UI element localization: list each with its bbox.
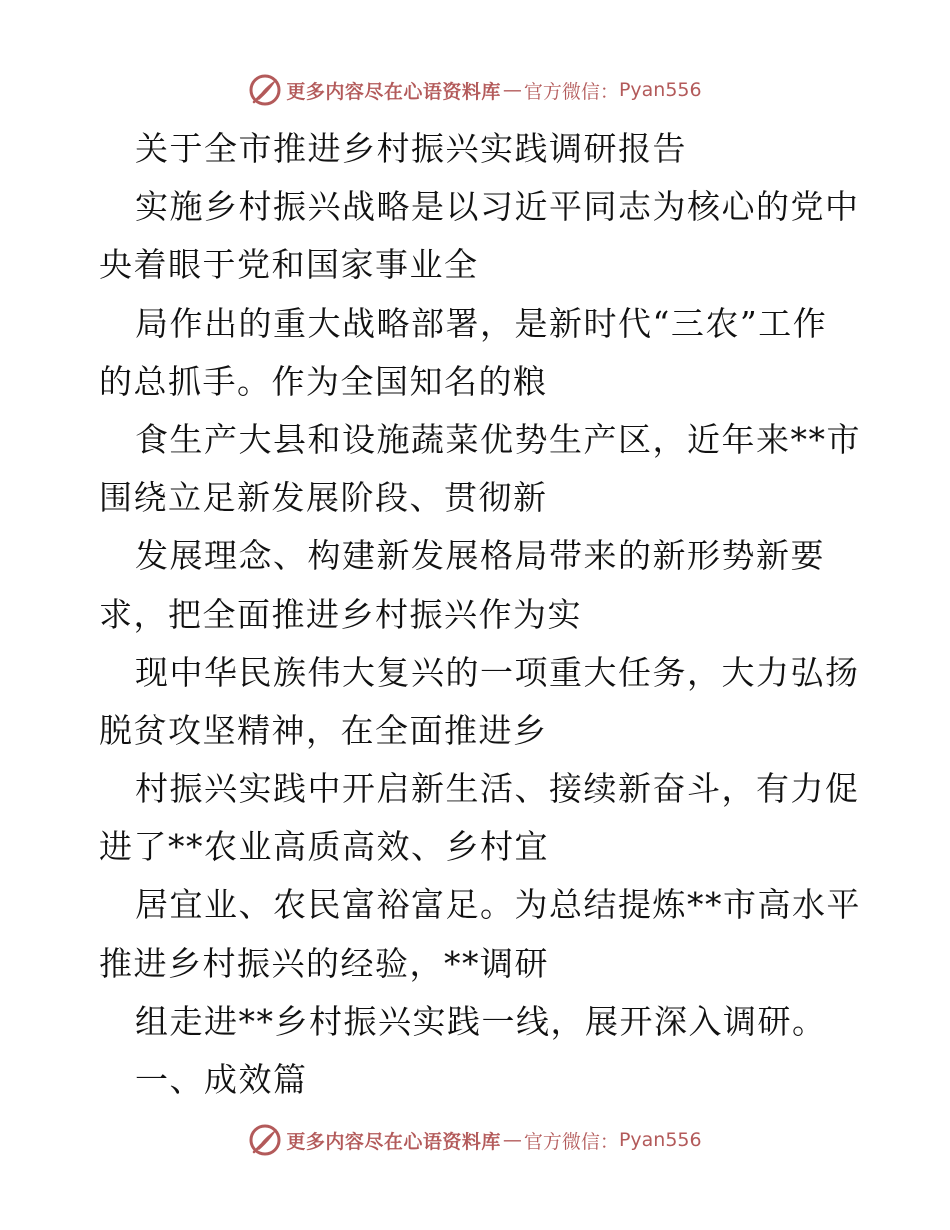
paragraph-line: 居宜业、农民富裕富足。为总结提炼**市高水平: [135, 885, 861, 925]
watermark-main-text: 更多内容尽在心语资料库: [286, 1130, 501, 1153]
document-title: 关于全市推进乡村振兴实践调研报告: [135, 129, 687, 168]
document-body: [99, 120, 859, 1109]
feather-pen-logo-icon: [248, 73, 282, 107]
watermark-separator: —: [502, 79, 522, 101]
watermark-sub-text: 官方微信：: [523, 1130, 619, 1153]
watermark-sub-text: 官方微信：: [523, 80, 619, 103]
paragraph-line: 的总抓手。作为全国知名的粮: [99, 361, 548, 401]
paragraph-line: 现中华民族伟大复兴的一项重大任务，大力弘扬: [135, 652, 860, 692]
feather-pen-logo-icon: [248, 1123, 282, 1157]
watermark-wechat-id: Pyan556: [618, 79, 702, 101]
paragraph-line: 村振兴实践中开启新生活、接续新奋斗，有力促: [135, 769, 860, 809]
paragraph-line: 食生产大县和设施蔬菜优势生产区，近年来**市: [135, 419, 861, 459]
paragraph-line: 央着眼于党和国家事业全: [99, 245, 479, 285]
watermark-main-text: 更多内容尽在心语资料库: [286, 80, 501, 103]
paragraph-line: 求，把全面推进乡村振兴作为实: [99, 594, 582, 634]
paragraph-line: 发展理念、构建新发展格局带来的新形势新要: [135, 536, 825, 576]
paragraph-line: 推进乡村振兴的经验，**调研: [99, 943, 549, 983]
paragraph-line: 组走进**乡村振兴实践一线，展开深入调研。: [135, 1001, 827, 1041]
section-heading: 一、成效篇: [135, 1060, 308, 1099]
footer-watermark: [0, 1120, 950, 1160]
paragraph-line: 实施乡村振兴战略是以习近平同志为核心的党中: [135, 187, 860, 227]
watermark-wechat-id: Pyan556: [618, 1129, 702, 1151]
watermark-separator: —: [502, 1129, 522, 1151]
paragraph-line: 脱贫攻坚精神，在全面推进乡: [99, 710, 548, 750]
header-watermark: [0, 70, 950, 110]
paragraph-line: 局作出的重大战略部署，是新时代“三农”工作: [135, 303, 828, 343]
paragraph-line: 围绕立足新发展阶段、贯彻新: [99, 478, 548, 518]
paragraph-line: 进了**农业高质高效、乡村宜: [99, 827, 549, 867]
